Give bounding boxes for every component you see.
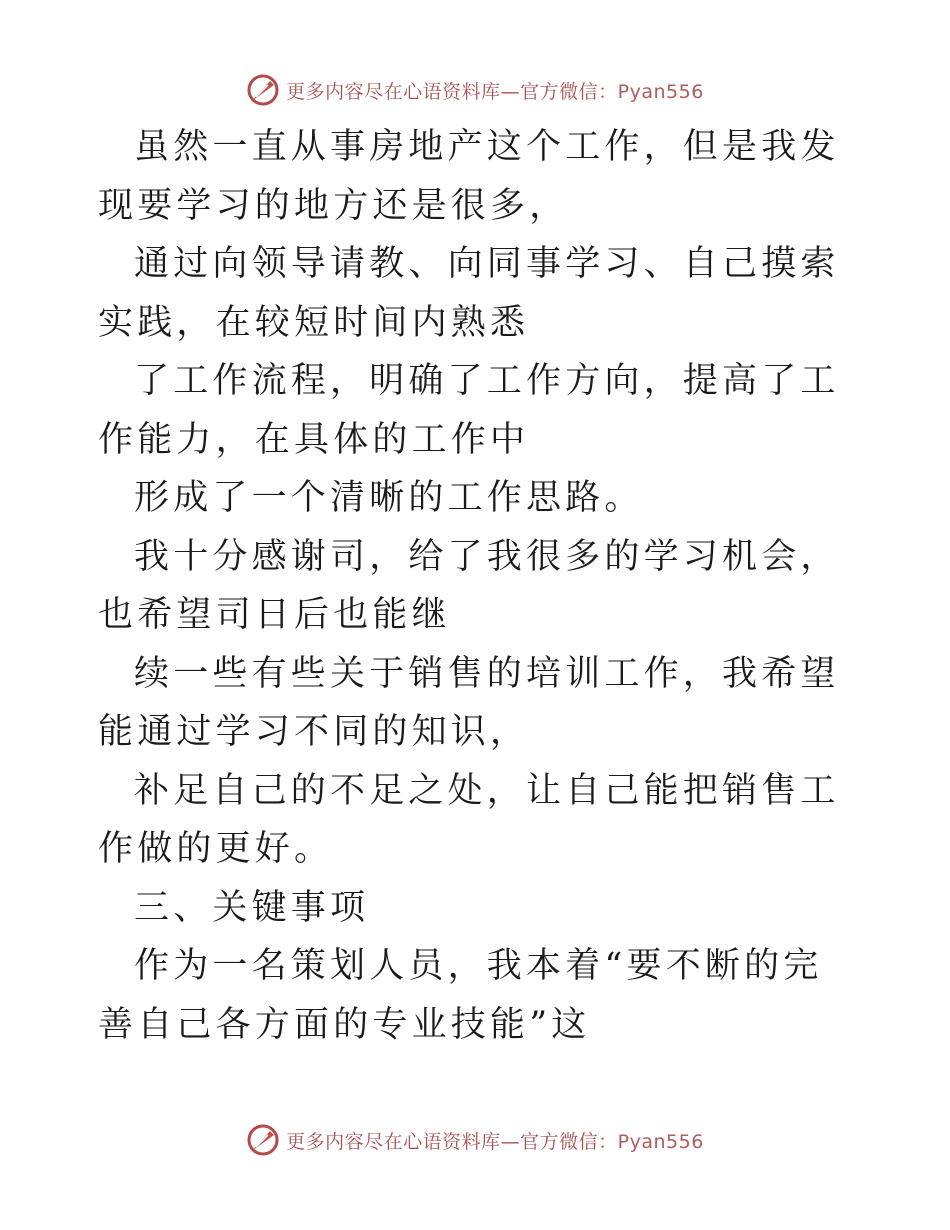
footer-watermark xyxy=(0,1120,950,1160)
watermark-text xyxy=(286,1127,704,1154)
paragraph: 通过向领导请教、向同事学习、自己摸索实践，在较短时间内熟悉 xyxy=(98,244,840,343)
quill-logo-icon xyxy=(246,73,280,107)
paragraph: 我十分感谢司，给了我很多的学习机会，也希望司日后也能继 xyxy=(98,536,840,635)
paragraph: 作为一名策划人员，我本着“要不断的完善自己各方面的专业技能”这 xyxy=(98,946,823,1045)
section-heading: 三、关键事项 xyxy=(134,887,370,928)
quill-logo-icon xyxy=(246,1123,280,1157)
paragraph: 补足自己的不足之处，让自己能把销售工作做的更好。 xyxy=(98,770,840,869)
header-watermark xyxy=(0,70,950,110)
document-body xyxy=(98,118,858,1054)
paragraph: 了工作流程，明确了工作方向，提高了工作能力，在具体的工作中 xyxy=(98,361,840,460)
watermark-label: 更多内容尽在心语资料库—官方微信： xyxy=(286,80,618,103)
watermark-label: 更多内容尽在心语资料库—官方微信： xyxy=(286,1130,618,1153)
watermark-wechat-id: Pyan556 xyxy=(617,80,704,103)
paragraph: 续一些有些关于销售的培训工作，我希望能通过学习不同的知识， xyxy=(98,653,840,752)
watermark-wechat-id: Pyan556 xyxy=(617,1130,704,1153)
paragraph: 虽然一直从事房地产这个工作，但是我发现要学习的地方还是很多， xyxy=(98,127,840,226)
watermark-text xyxy=(286,77,704,104)
paragraph: 形成了一个清晰的工作思路。 xyxy=(134,478,644,518)
